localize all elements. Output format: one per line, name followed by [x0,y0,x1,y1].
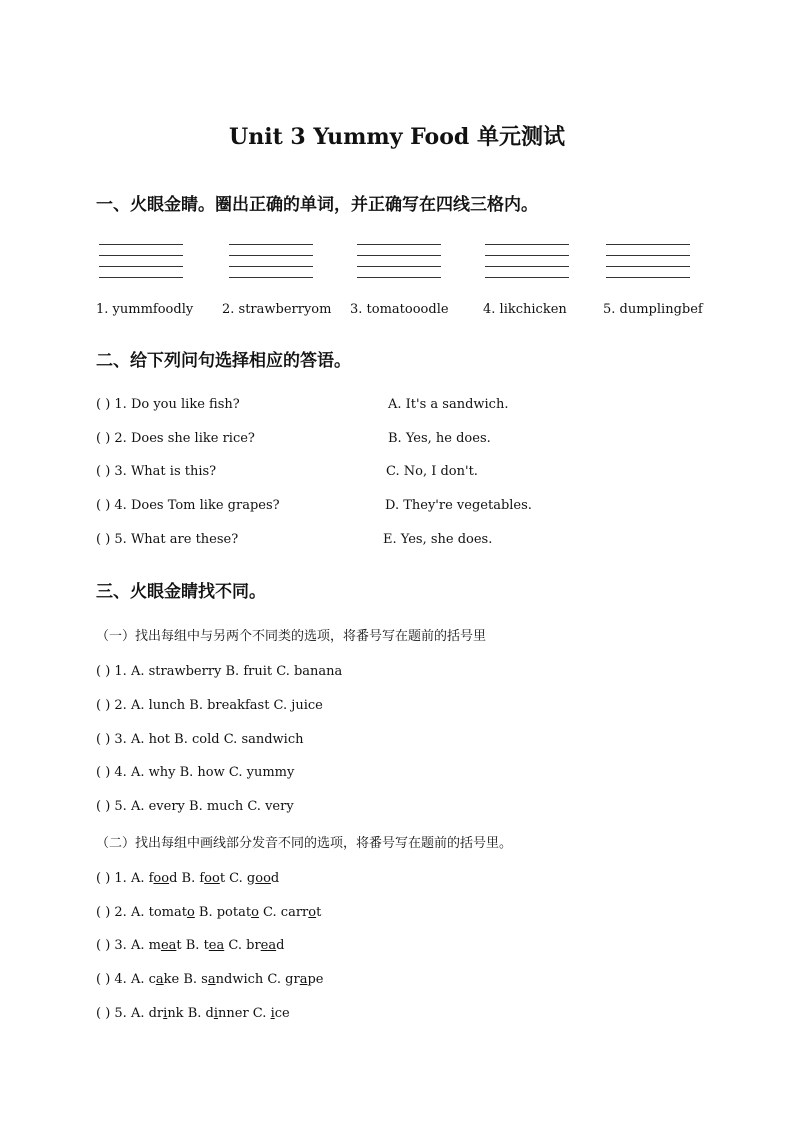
answer-d: D. They're vegetables. [385,498,532,513]
answer-e: E. Yes, she does. [383,532,493,547]
phonics-item-4: ( ) 4. A. cake B. sandwich C. grape [96,972,324,987]
four-line-grid-3[interactable] [357,244,441,278]
phonics-item-3: ( ) 3. A. meat B. tea C. bread [96,938,285,953]
word-puzzle-2: 2. strawberryom [222,302,332,317]
odd-one-out-1: ( ) 1. A. strawberry B. fruit C. banana [96,664,343,679]
question-2: ( ) 2. Does she like rice? [96,431,255,446]
word-puzzle-4: 4. likchicken [483,302,567,317]
word-puzzle-5: 5. dumplingbef [603,302,703,317]
four-line-grid-5[interactable] [606,244,690,278]
part-1-instructions: （一）找出每组中与另两个不同类的选项，将番号写在题前的括号里 [96,629,487,644]
answer-a: A. It's a sandwich. [388,397,509,412]
section-3-heading: 三、火眼金睛找不同。 [96,582,266,602]
question-1: ( ) 1. Do you like fish? [96,397,240,412]
odd-one-out-4: ( ) 4. A. why B. how C. yummy [96,765,295,780]
question-5: ( ) 5. What are these? [96,532,239,547]
four-line-grid-2[interactable] [229,244,313,278]
four-line-grid-4[interactable] [485,244,569,278]
odd-one-out-5: ( ) 5. A. every B. much C. very [96,799,294,814]
answer-c: C. No, I don't. [386,464,478,479]
phonics-item-5: ( ) 5. A. drink B. dinner C. ice [96,1006,290,1021]
word-puzzle-3: 3. tomatooodle [350,302,449,317]
word-puzzle-1: 1. yummfoodly [96,302,194,317]
odd-one-out-2: ( ) 2. A. lunch B. breakfast C. juice [96,698,323,713]
question-4: ( ) 4. Does Tom like grapes? [96,498,280,513]
odd-one-out-3: ( ) 3. A. hot B. cold C. sandwich [96,732,304,747]
phonics-item-2: ( ) 2. A. tomato B. potato C. carrot [96,905,322,920]
phonics-item-1: ( ) 1. A. food B. foot C. good [96,871,280,886]
section-2-heading: 二、给下列问句选择相应的答语。 [96,351,351,371]
answer-b: B. Yes, he does. [388,431,491,446]
section-1-heading: 一、火眼金睛。圈出正确的单词，并正确写在四线三格内。 [96,195,538,215]
part-2-instructions: （二）找出每组中画线部分发音不同的选项，将番号写在题前的括号里。 [96,836,513,851]
question-3: ( ) 3. What is this? [96,464,217,479]
four-line-grid-1[interactable] [99,244,183,278]
page-title: Unit 3 Yummy Food 单元测试 [229,124,565,150]
